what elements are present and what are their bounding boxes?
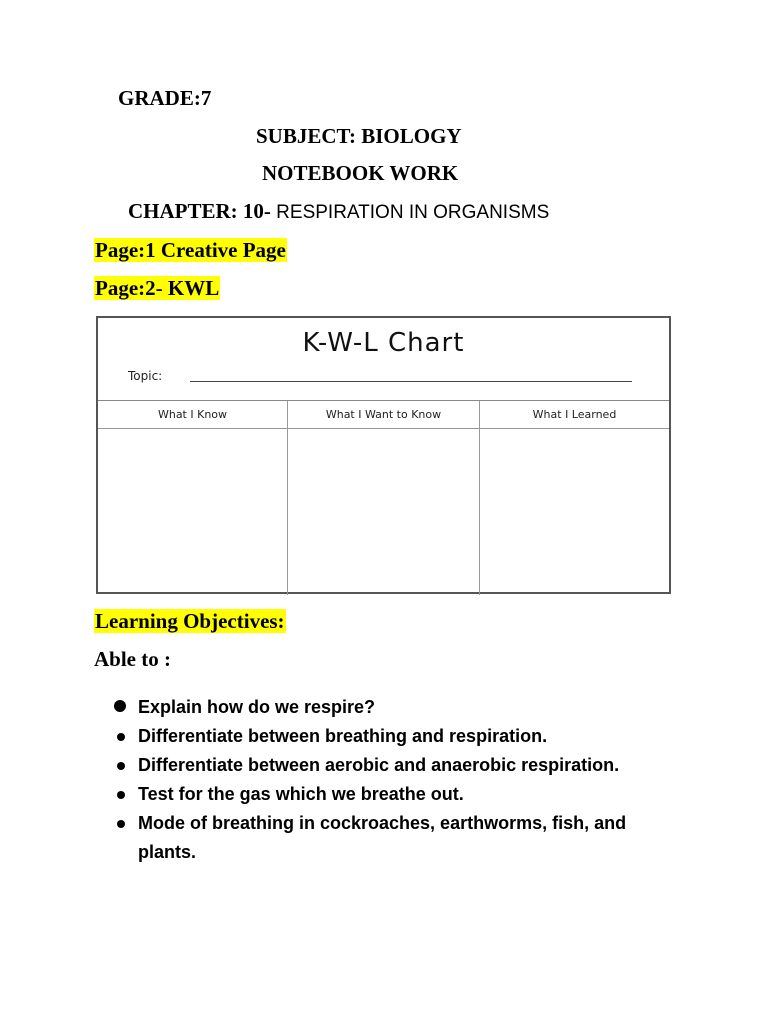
kwl-chart <box>96 316 671 594</box>
bullet-icon <box>117 791 125 799</box>
page2-label <box>94 276 220 301</box>
kwl-grid <box>98 400 669 595</box>
bullet-icon <box>117 762 125 770</box>
learning-objectives-text: Learning Objectives: <box>95 609 285 633</box>
objective-text: Differentiate between breathing and respiration. <box>138 726 548 746</box>
chapter-heading <box>128 199 549 224</box>
page2-text: Page:2- KWL <box>95 276 220 300</box>
able-to-label: Able to : <box>94 647 171 671</box>
notebook-label: NOTEBOOK WORK <box>262 161 459 185</box>
kwl-topic-label: Topic: <box>128 369 163 383</box>
list-item <box>114 751 674 780</box>
grade-label: GRADE:7 <box>118 86 212 110</box>
kwl-column-learned: What I Learned <box>480 401 669 429</box>
objectives-list <box>114 693 674 867</box>
list-item <box>114 780 674 809</box>
subject-label: SUBJECT: BIOLOGY <box>256 124 462 148</box>
chapter-title: RESPIRATION IN ORGANISMS <box>276 202 550 223</box>
kwl-cell-want <box>288 429 480 595</box>
objective-text: Test for the gas which we breathe out. <box>138 784 464 804</box>
bullet-icon <box>117 733 125 741</box>
bullet-icon <box>114 700 126 712</box>
objective-text: Explain how do we respire? <box>138 697 376 717</box>
kwl-chart-title: K-W-L Chart <box>302 328 465 358</box>
page1-text: Page:1 Creative Page <box>95 238 286 262</box>
learning-objectives-heading <box>94 609 286 634</box>
kwl-column-know: What I Know <box>98 401 288 429</box>
kwl-cell-know <box>98 429 288 595</box>
list-item <box>114 693 674 722</box>
objective-text: Mode of breathing in cockroaches, earthworms, fish, and plants. <box>138 813 627 862</box>
kwl-column-want: What I Want to Know <box>288 401 480 429</box>
list-item <box>114 809 674 867</box>
page1-label <box>94 238 287 263</box>
kwl-topic-line <box>190 381 632 382</box>
kwl-cell-learned <box>480 429 669 595</box>
chapter-prefix: CHAPTER: 10- <box>128 199 277 223</box>
bullet-icon <box>117 820 125 828</box>
objective-text: Differentiate between aerobic and anaerobic respiration. <box>138 755 620 775</box>
list-item <box>114 722 674 751</box>
